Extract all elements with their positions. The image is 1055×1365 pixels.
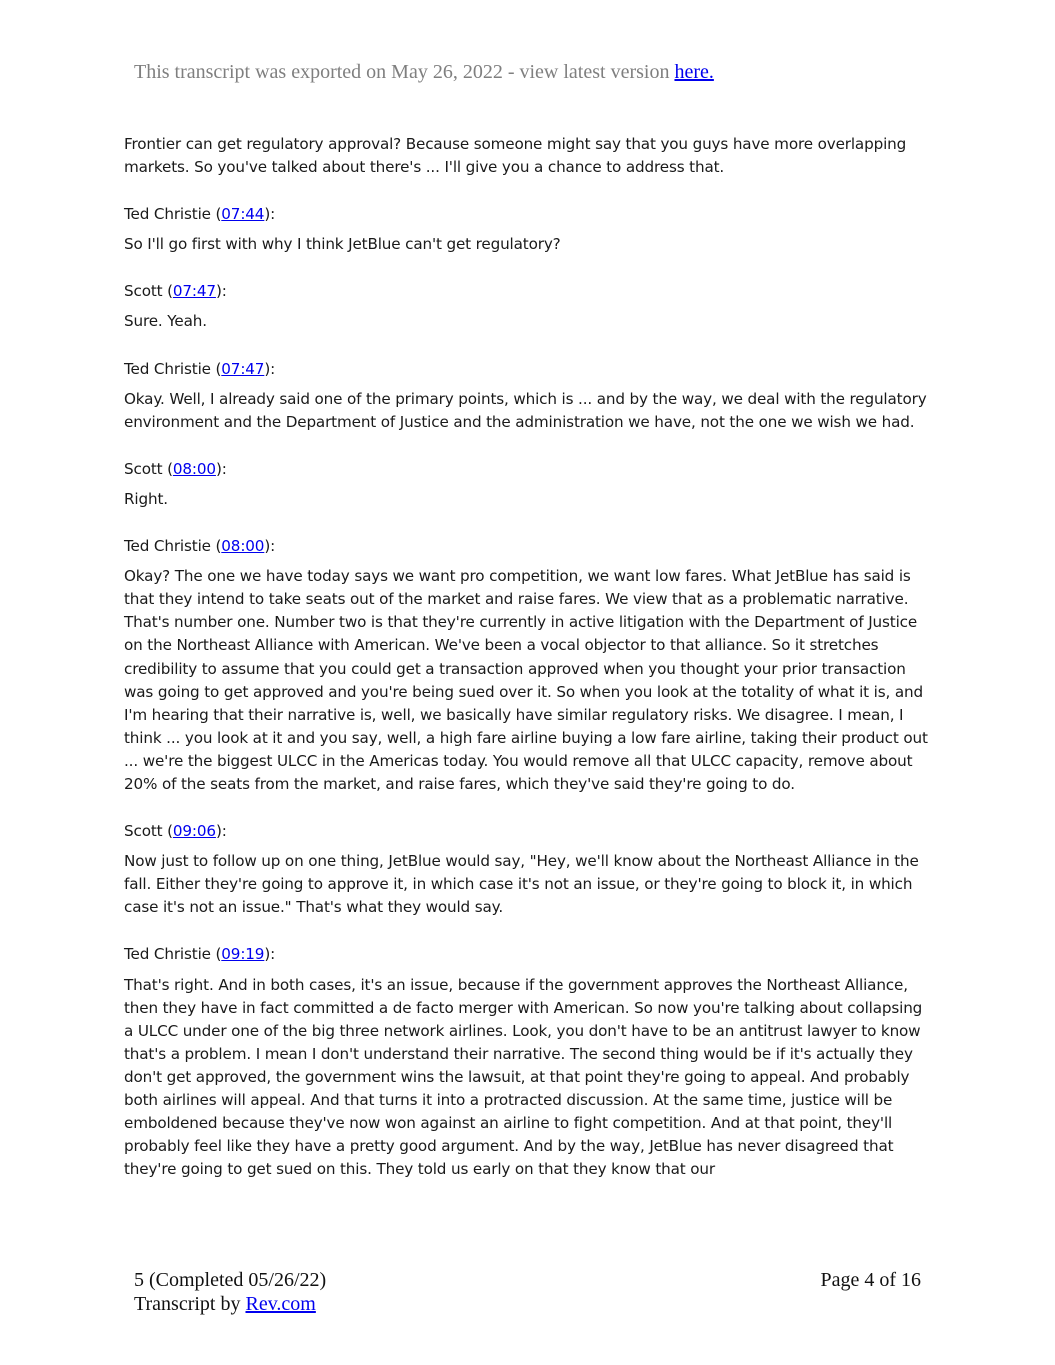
utterance-text: Right. — [124, 489, 168, 508]
intro-paragraph: Frontier can get regulatory approval? Because someone might say that you guys have more overlapping markets. So you've talked about there's ... I'll give you a chance to address that. — [124, 135, 907, 177]
footer-left — [134, 1268, 326, 1316]
utterance-text: Okay. Well, I already said one of the primary points, which is ... and by the way, we deal with the regulatory environment and the Department of Justice and the administration we have, not the one we wish we had. — [124, 389, 927, 431]
speaker-name: Scott — [124, 282, 163, 301]
speaker-name: Ted Christie — [124, 537, 211, 556]
export-note — [134, 61, 714, 84]
speaker-line: Ted Christie (08:00): — [124, 537, 276, 556]
speaker-name: Ted Christie — [124, 945, 211, 964]
speaker-line: Ted Christie (07:44): — [124, 205, 276, 224]
speaker-name: Ted Christie — [124, 205, 211, 224]
speaker-line: Scott (09:06): — [124, 822, 227, 841]
timestamp-link[interactable]: 07:44 — [221, 205, 265, 224]
timestamp-link[interactable]: 09:19 — [221, 945, 265, 964]
speaker-line: Scott (08:00): — [124, 459, 227, 478]
timestamp-link[interactable]: 07:47 — [221, 359, 265, 378]
timestamp-link[interactable]: 09:06 — [172, 822, 216, 841]
speaker-line: Scott (07:47): — [124, 282, 227, 301]
utterance-text: Sure. Yeah. — [124, 312, 207, 331]
utterance-text: Now just to follow up on one thing, JetBlue would say, "Hey, we'll know about the Northeast Alliance in the fall. Either they're going to approve it, in which case it's not an issue, or they're going to block it, in which case it's not an issue." That's what they would say. — [124, 852, 919, 917]
timestamp-link[interactable]: 07:47 — [172, 282, 216, 301]
speaker-name: Scott — [124, 822, 163, 841]
timestamp-link[interactable]: 08:00 — [221, 537, 265, 556]
latest-version-link[interactable]: here. — [674, 61, 714, 83]
speaker-line: Ted Christie (09:19): — [124, 945, 276, 964]
rev-link[interactable]: Rev.com — [245, 1293, 316, 1315]
timestamp-link[interactable]: 08:00 — [172, 459, 216, 478]
page-number: Page 4 of 16 — [820, 1269, 921, 1291]
utterance-text: Okay? The one we have today says we want pro competition, we want low fares. What JetBlue has said is that they intend to take seats out of the market and raise fares. We view that as a problematic narrative. That's number one. Number two is that they're currently in active litigation with the Department of Justice on the Northeast Alliance with American. We've been a vocal objector to that alliance. So it stretches credibility to assume that you could get a transaction approved when you thought your prior transaction was going to get approved and you're being sued over it. So when you look at the totality of what it is, and I'm hearing that their narrative is, well, we basically have similar regulatory risks. We disagree. I mean, I think ... you look at it and you say, well, a high fare airline buying a low fare airline, taking their product out ... we're the biggest ULCC in the Americas today. You would remove all that ULCC capacity, remove about 20% of the seats from the market, and raise fares, which they've said they're going to do. — [124, 567, 928, 793]
speaker-line: Ted Christie (07:47): — [124, 359, 276, 378]
completion-status: 5 (Completed 05/26/22) — [134, 1269, 327, 1291]
transcript-credit — [134, 1292, 326, 1316]
speaker-name: Scott — [124, 459, 163, 478]
utterance-text: So I'll go first with why I think JetBlue can't get regulatory? — [124, 235, 561, 254]
speaker-name: Ted Christie — [124, 359, 211, 378]
transcript-by-label: Transcript by — [134, 1293, 241, 1315]
transcript-body — [124, 133, 932, 1205]
utterance-text: That's right. And in both cases, it's an issue, because if the government approves the Northeast Alliance, then they have in fact committed a de facto merger with American. So now you're talking about collapsing a ULCC under one of the big three network airlines. Look, you don't have to be an antitrust lawyer to know that's a problem. I mean I don't understand their narrative. The second thing would be if it's actually they don't get approved, the government wins the lawsuit, at that point they're going to appeal. And probably both airlines will appeal. And that turns it into a protracted discussion. At the same time, justice will be emboldened because they've now won against an airline to fight competition. And at that point, they'll probably feel like they have a pretty good argument. And by the way, JetBlue has never disagreed that they're going to get sued on this. They told us early on that they know that our — [124, 975, 923, 1179]
export-note-text: This transcript was exported on May 26, 2022 - view latest version — [134, 61, 670, 83]
